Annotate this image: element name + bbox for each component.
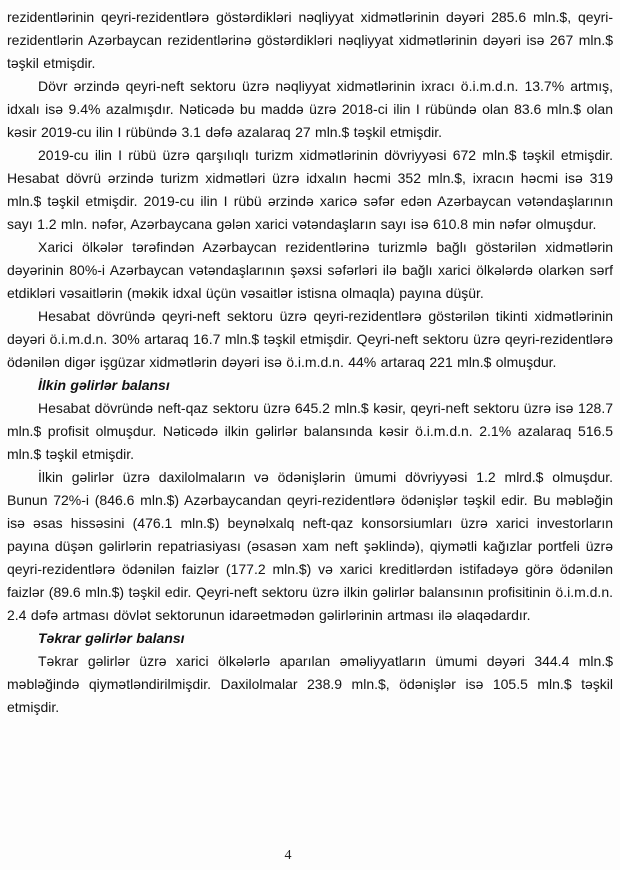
body-paragraph-construction-services: Hesabat dövründə qeyri-neft sektoru üzrə qeyri-rezidentlərə göstərilən tikinti xidmətlərinin dəyəri ö.i.m.d.n. 30% artaraq 16.7 mln.$ təşkil etmişdir. Qeyri-neft sektoru üzrə qeyri-rezidentlərə ödənilən digər işgüzar xidmətlərin dəyəri isə ö.i.m.d.n. 44% artaraq 221 mln.$ olmuşdur. [7, 308, 613, 370]
body-paragraph-non-oil-transport: Dövr ərzində qeyri-neft sektoru üzrə nəqliyyat xidmətlərinin ixracı ö.i.m.d.n. 13.7% artmış, idxalı isə 9.4% azalmışdır. Nəticədə bu maddə üzrə 2018-ci ilin I rübündə olan 83.6 mln.$ olan kəsir 2019-cu ilin I rübündə 3.1 dəfə azalaraq 27 mln.$ təşkil etmişdir. [7, 78, 613, 140]
section-heading-tekrar-gelirler-balansi: Təkrar gəlirlər balansı [38, 630, 185, 646]
body-paragraph-secondary-income: Təkrar gəlirlər üzrə xarici ölkələrlə aparılan əməliyyatların ümumi dəyəri 344.4 mln.$ məbləğində qiymətləndirilmişdir. Daxilolmalar 238.9 mln.$, ödənişlər isə 105.5 mln.$ təşkil etmişdir. [7, 653, 613, 715]
body-paragraph-tourism-personal-travel: Xarici ölkələr tərəfindən Azərbaycan rezidentlərinə turizmlə bağlı göstərilən xidmətlərin dəyərinin 80%-i Azərbaycan vətəndaşlarının şəxsi səfərləri ilə bağlı xarici ölkələrdə olarkən sərf etdikləri vəsaitlərin (məkik idxal üçün vəsaitlər istisna olmaqla) payına düşür. [7, 239, 613, 301]
section-heading-ilkin-gelirler-balansi: İlkin gəlirlər balansı [38, 377, 170, 393]
body-paragraph-primary-income-balance: Hesabat dövründə neft-qaz sektoru üzrə 645.2 mln.$ kəsir, qeyri-neft sektoru üzrə isə 128.7 mln.$ profisit olmuşdur. Nəticədə ilkin gəlirlər balansında kəsir ö.i.m.d.n. 2.1% azalaraq 516.5 mln.$ təşkil etmişdir. [7, 400, 613, 462]
body-paragraph-tourism-services: 2019-cu ilin I rübü üzrə qarşılıqlı turizm xidmətlərinin dövriyyəsi 672 mln.$ təşkil etmişdir. Hesabat dövrü ərzində turizm xidmətləri üzrə idxalın həcmi 352 mln.$, ixracın həcmi isə 319 mln.$ təşkil etmişdir. 2019-cu ilin I rübü ərzində xaricə səfər edən Azərbaycan vətəndaşlarının sayı 1.2 mln. nəfər, Azərbaycana gələn xarici vətəndaşların sayı isə 610.8 min nəfər olmuşdur. [7, 147, 613, 232]
page-number: 4 [284, 848, 292, 863]
body-paragraph-primary-income-flows: İlkin gəlirlər üzrə daxilolmaların və ödənişlərin ümumi dövriyyəsi 1.2 mlrd.$ olmuşdur. Bunun 72%-i (846.6 mln.$) Azərbaycandan qeyri-rezidentlərə ödənişlər təşkil edir. Bu məbləğin isə əsas hissəsini (476.1 mln.$) beynəlxalq neft-qaz konsorsiumları üzrə xarici investorların payına düşən gəlirlərin repatriasiyası (əsasən xam neft şəklində), qiymətli kağızlar portfeli üzrə qeyri-rezidentlərə ödənilən faizlər (177.2 mln.$) və xarici kreditlərdən istifadəyə görə ödənilən faizlər (89.6 mln.$) təşkil edir. Qeyri-neft sektoru üzrə ilkin gəlirlər balansının profisitinin ö.i.m.d.n. 2.4 dəfə artması dövlət sektorunun idarəetmədən gəlirlərinin artması ilə əlaqədardır. [7, 469, 613, 623]
body-paragraph-transport-services: rezidentlərinin qeyri-rezidentlərə göstərdikləri nəqliyyat xidmətlərinin dəyəri 285.6 mln.$, qeyri-rezidentlərin Azərbaycan rezidentlərinə göstərdikləri nəqliyyat xidmətlərinin dəyəri isə 267 mln.$ təşkil etmişdir. [7, 9, 613, 71]
